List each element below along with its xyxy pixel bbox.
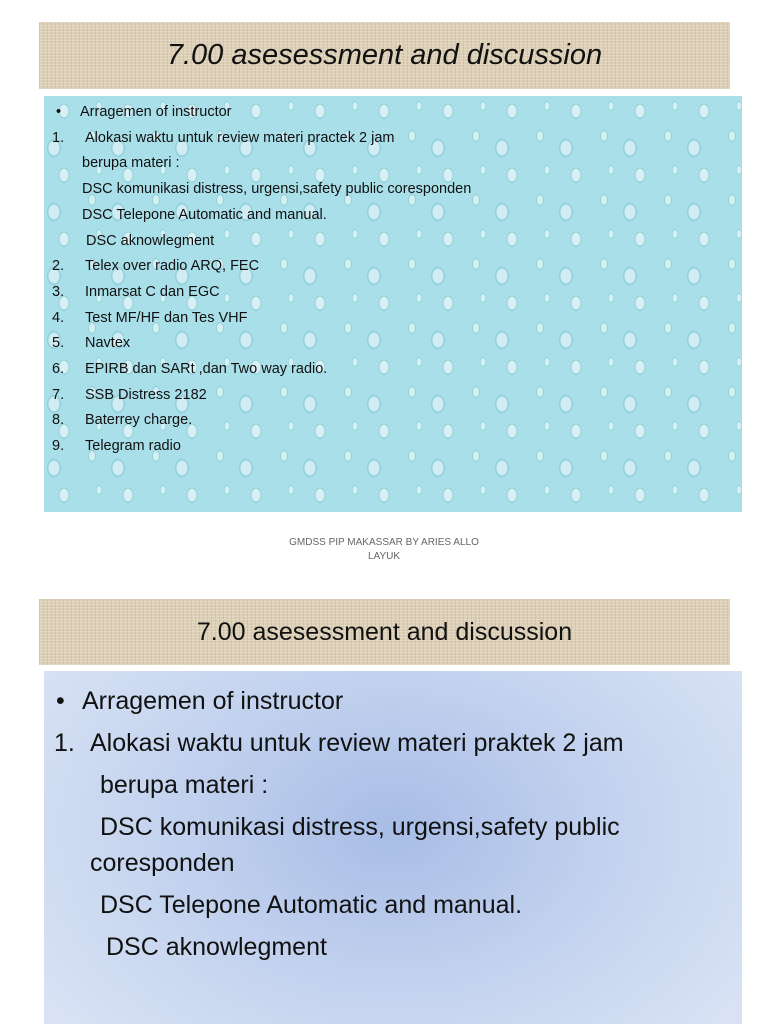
list-item-text: Navtex: [85, 335, 131, 352]
list-item: [52, 280, 742, 306]
list-item: [52, 434, 742, 460]
list-item: [54, 884, 742, 926]
list-number: 6.: [52, 361, 65, 378]
slide2-list: [44, 671, 742, 968]
list-item: [52, 254, 742, 280]
slide1-title-bar: [39, 22, 730, 89]
footer-line1: GMDSS PIP MAKASSAR BY ARIES ALLO: [289, 537, 479, 548]
list-item-text: Alokasi waktu untuk review materi practek 2 jam: [85, 129, 395, 146]
bullet-marker: •: [56, 687, 65, 715]
list-item-text: Alokasi waktu untuk review materi praktek 2 jam: [90, 729, 624, 757]
footer-line2: LAYUK: [367, 551, 401, 562]
list-item-text: Test MF/HF dan Tes VHF: [85, 309, 248, 326]
list-item-text: DSC komunikasi distress, urgensi,safety public coresponden: [82, 181, 472, 198]
list-item: [54, 926, 742, 968]
list-item-text: DSC komunikasi distress, urgensi,safety public: [100, 813, 620, 841]
list-item-text: EPIRB dan SARt ,dan Two way radio.: [85, 361, 328, 378]
list-item: [52, 408, 742, 434]
slide1-list: [44, 96, 742, 460]
list-item: [52, 203, 742, 229]
list-item-text: Telex over radio ARQ, FEC: [85, 258, 260, 275]
list-number: 4.: [52, 309, 65, 326]
list-item: [52, 229, 742, 255]
list-item-text: Telegram radio: [85, 438, 181, 455]
list-item-text: DSC aknowlegment: [106, 933, 327, 961]
bullet-marker: •: [56, 104, 62, 120]
list-number: 3.: [52, 283, 65, 300]
list-item: [54, 806, 742, 884]
list-item-text: berupa materi :: [100, 771, 269, 799]
list-number: 5.: [52, 335, 65, 352]
list-item-text: berupa materi :: [82, 155, 180, 172]
list-item-text: Baterrey charge.: [85, 412, 193, 429]
list-number: 1.: [52, 129, 65, 146]
slide1-content: [44, 96, 742, 512]
list-item: [52, 100, 742, 126]
list-number: 7.: [52, 386, 65, 403]
list-item: [52, 177, 742, 203]
list-item: [52, 357, 742, 383]
list-item: [52, 306, 742, 332]
list-item: [52, 331, 742, 357]
list-number: 2.: [52, 258, 65, 275]
list-item: [54, 722, 742, 764]
list-number: 1.: [54, 729, 75, 757]
list-item-text: Arragemen of instructor: [82, 687, 344, 715]
slide2-title-bar: [39, 599, 730, 665]
list-number: 9.: [52, 438, 65, 455]
list-item-text-continued: coresponden: [90, 849, 235, 877]
slide1-title: 7.00 asesessment and discussion: [166, 39, 603, 71]
slide2-title: 7.00 asesessment and discussion: [196, 617, 573, 646]
list-item-text: DSC aknowlegment: [86, 232, 215, 249]
slide2-content: [44, 671, 742, 1024]
list-item: [52, 151, 742, 177]
list-number: 8.: [52, 412, 65, 429]
list-item: [52, 383, 742, 409]
list-item-text: Arragemen of instructor: [80, 104, 232, 120]
list-item: [54, 764, 742, 806]
list-item-text: DSC Telepone Automatic and manual.: [100, 891, 523, 919]
list-item-text: Inmarsat C dan EGC: [85, 283, 220, 300]
list-item-text: DSC Telepone Automatic and manual.: [82, 206, 327, 223]
list-item: [52, 126, 742, 152]
list-item: [54, 680, 742, 722]
list-item-text: SSB Distress 2182: [85, 386, 207, 403]
slide-footer: [0, 536, 768, 564]
